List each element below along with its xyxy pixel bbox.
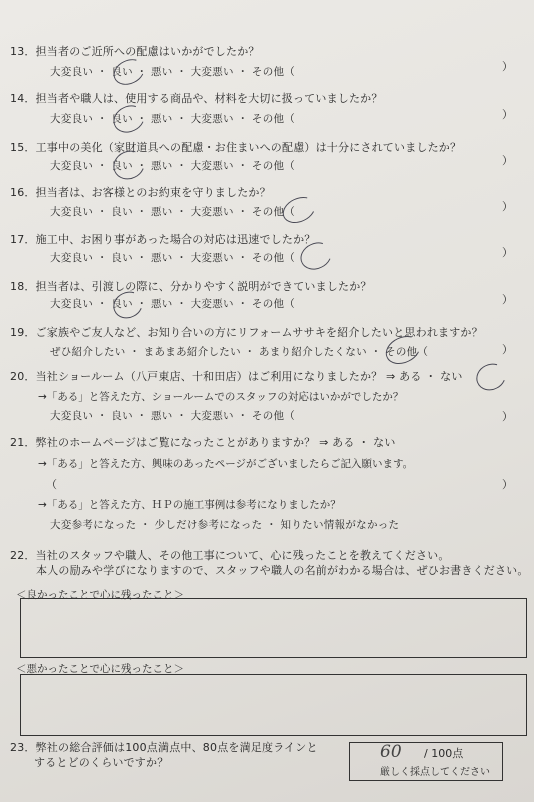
q21-sub2: →「ある」と答えた方、ＨＰの施工事例は参考になりましたか？ (38, 499, 341, 511)
paren-close-17: ） (502, 246, 513, 259)
question-16: 16．担当者は、お客様とのお約束を守りましたか？ (10, 186, 271, 199)
question-23-cont: するとどのくらいですか？ (34, 756, 169, 769)
paren-close-13: ） (502, 60, 513, 73)
question-17: 17．施工中、お困り事があった場合の対応は迅速でしたか？ (10, 233, 316, 246)
options-14: 大変良い ・ 良い ・ 悪い ・ 大変悪い ・ その他（ (50, 113, 296, 125)
score-note: 厳しく採点してください (380, 767, 490, 778)
circle-mark-14 (109, 100, 149, 137)
bad-comments-box[interactable] (20, 674, 527, 736)
paren-close-21: ） (502, 478, 513, 491)
question-18: 18．担当者は、引渡しの際に、分かりやすく説明ができていましたか？ (10, 280, 372, 293)
question-21: 21．弊社のホームページはご覧になったことがありますか？ ⇒ ある ・ ない (10, 436, 396, 449)
question-13: 13．担当者のご近所への配慮はいかがでしたか？ (10, 45, 260, 58)
handwritten-score: 60 (380, 742, 402, 762)
options-16: 大変良い ・ 良い ・ 悪い ・ 大変悪い ・ その他（ (50, 206, 296, 218)
bad-comments-label: ＜悪かったことで心に残ったこと＞ (16, 663, 184, 675)
question-14: 14．担当者や職人は、使用する商品や、材料を大切に扱っていましたか？ (10, 92, 383, 105)
options-17: 大変良い ・ 良い ・ 悪い ・ 大変悪い ・ その他（ (50, 252, 296, 264)
score-suffix: / 100点 (424, 747, 464, 760)
paren-close-19: ） (502, 343, 513, 356)
paren-close-14: ） (502, 108, 513, 121)
paren-close-20: ） (502, 410, 513, 423)
question-23: 23．弊社の総合評価は100点満点中、80点を満足度ラインと (10, 741, 318, 754)
circle-mark-16 (279, 192, 320, 228)
options-20: 大変良い ・ 良い ・ 悪い ・ 大変悪い ・ その他（ (50, 410, 296, 422)
q21-paren-open: （ (46, 478, 57, 491)
paren-close-16: ） (502, 200, 513, 213)
question-22-note: 本人の励みや学びになりますので、スタッフや職人の名前がわかる場合は、ぜひお書きください。 (36, 564, 529, 577)
question-19: 19．ご家族やご友人など、お知り合いの方にリフォームササキを紹介したいと思われますか？ (10, 326, 483, 339)
good-comments-label: ＜良かったことで心に残ったこと＞ (16, 589, 184, 601)
circle-mark-13 (109, 54, 148, 89)
question-22: 22．当社のスタッフや職人、その他工事について、心に残ったことを教えてください。 (10, 549, 450, 562)
options-18: 大変良い ・ 良い ・ 悪い ・ 大変悪い ・ その他（ (50, 298, 296, 310)
options-15: 大変良い ・ 良い ・ 悪い ・ 大変悪い ・ その他（ (50, 160, 296, 172)
paren-close-18: ） (502, 293, 513, 306)
question-15: 15．工事中の美化（家財道具への配慮・お住まいへの配慮）は十分にされていましたか？ (10, 141, 462, 154)
options-19: ぜひ紹介したい ・ まあまあ紹介したい ・ あまり紹介したくない ・ その他（ (50, 346, 429, 358)
question-20: 20．当社ショールーム（八戸東店、十和田店）はご利用になりましたか？ ⇒ ある ・ ない (10, 370, 463, 383)
options-21: 大変参考になった ・ 少しだけ参考になった ・ 知りたい情報がなかった (50, 519, 400, 531)
circle-mark-20 (472, 359, 510, 395)
paren-close-15: ） (502, 154, 513, 167)
q21-sub1: →「ある」と答えた方、興味のあったページがございましたらご記入願います。 (38, 458, 414, 470)
q20-sub: →「ある」と答えた方、ショールームでのスタッフの対応はいかがでしたか？ (38, 391, 404, 403)
good-comments-box[interactable] (20, 598, 527, 658)
options-13: 大変良い ・ 良い ・ 悪い ・ 大変悪い ・ その他（ (50, 66, 296, 78)
